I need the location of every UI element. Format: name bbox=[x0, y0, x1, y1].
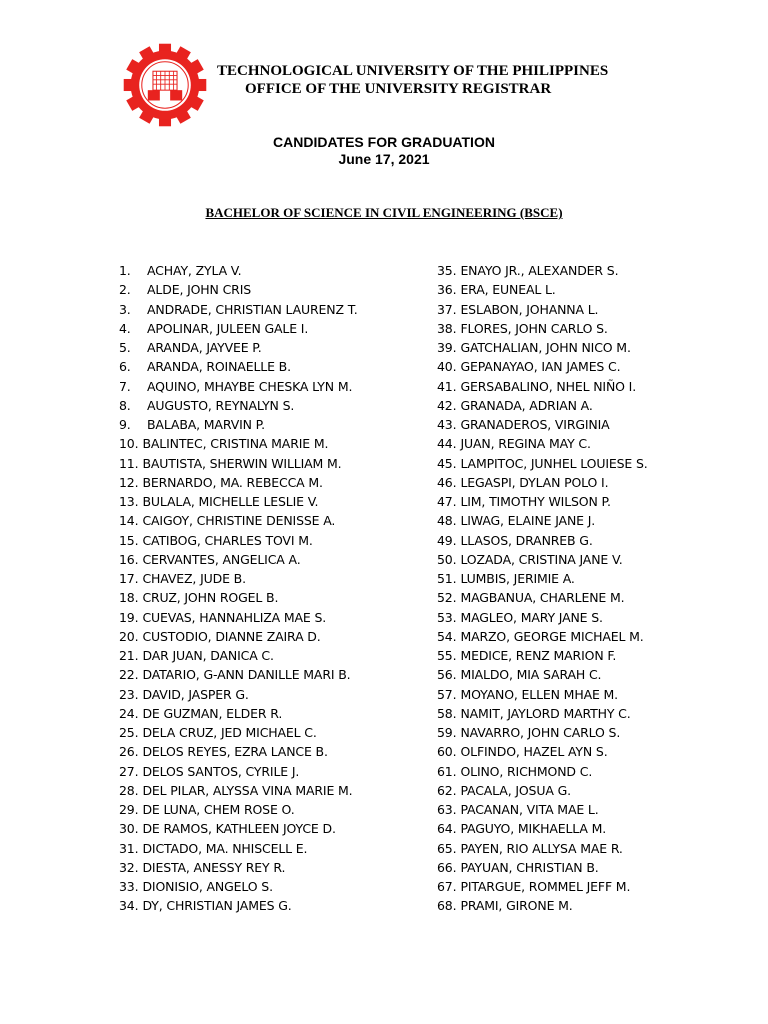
candidate-name: MIALDO, MIA SARAH C. bbox=[460, 667, 602, 683]
university-name: TECHNOLOGICAL UNIVERSITY OF THE PHILIPPINES bbox=[217, 63, 609, 79]
list-item bbox=[119, 819, 358, 838]
candidate-number: 29. bbox=[119, 802, 139, 817]
candidate-number: 35. bbox=[437, 263, 457, 278]
candidate-name: MARZO, GEORGE MICHAEL M. bbox=[460, 628, 644, 644]
candidate-name: NAVARRO, JOHN CARLO S. bbox=[460, 725, 621, 740]
list-item bbox=[437, 627, 648, 646]
candidate-name: PAYEN, RIO ALLYSA MAE R. bbox=[460, 840, 623, 856]
candidate-number: 63. bbox=[437, 802, 457, 817]
candidate-number: 54. bbox=[437, 628, 457, 644]
candidate-number: 39. bbox=[437, 340, 457, 355]
candidate-list-right bbox=[437, 261, 648, 916]
candidate-number: 56. bbox=[437, 667, 457, 683]
candidate-number: 4. bbox=[119, 320, 131, 336]
program-title: BACHELOR OF SCIENCE IN CIVIL ENGINEERING (BSCE) bbox=[205, 205, 563, 220]
candidate-name: PITARGUE, ROMMEL JEFF M. bbox=[460, 879, 631, 894]
graduation-date: June 17, 2021 bbox=[338, 151, 430, 167]
list-item bbox=[119, 877, 358, 896]
list-item bbox=[119, 415, 358, 434]
candidate-name: BULALA, MICHELLE LESLIE V. bbox=[142, 494, 319, 509]
list-item bbox=[437, 511, 648, 530]
list-item bbox=[119, 338, 358, 357]
candidate-number: 25. bbox=[119, 725, 139, 740]
candidate-name: CUEVAS, HANNAHLIZA MAE S. bbox=[142, 609, 327, 625]
list-item bbox=[119, 550, 358, 569]
candidate-number: 21. bbox=[119, 648, 139, 663]
candidate-name: LEGASPI, DYLAN POLO I. bbox=[460, 474, 609, 490]
candidate-name: DY, CHRISTIAN JAMES G. bbox=[142, 898, 292, 914]
candidate-name: FLORES, JOHN CARLO S. bbox=[460, 320, 608, 336]
candidate-number: 1. bbox=[119, 263, 131, 278]
candidate-name: ACHAY, ZYLA V. bbox=[147, 263, 242, 278]
list-item bbox=[437, 357, 648, 376]
candidate-number: 37. bbox=[437, 301, 457, 317]
candidate-number: 65. bbox=[437, 840, 457, 856]
list-item bbox=[437, 531, 648, 550]
list-item bbox=[437, 377, 648, 396]
candidate-name: DE RAMOS, KATHLEEN JOYCE D. bbox=[142, 821, 336, 837]
list-item bbox=[437, 608, 648, 627]
candidate-number: 53. bbox=[437, 609, 457, 625]
candidate-name: BALABA, MARVIN P. bbox=[147, 417, 265, 432]
candidate-name: ESLABON, JOHANNA L. bbox=[460, 301, 599, 317]
candidate-name: DEL PILAR, ALYSSA VINA MARIE M. bbox=[142, 782, 353, 798]
candidate-number: 7. bbox=[119, 378, 131, 394]
candidate-number: 33. bbox=[119, 879, 139, 894]
candidate-name: DE GUZMAN, ELDER R. bbox=[142, 705, 283, 721]
list-item bbox=[437, 473, 648, 492]
list-item bbox=[437, 261, 648, 280]
list-item bbox=[119, 396, 358, 415]
candidate-number: 41. bbox=[437, 378, 457, 394]
office-name: OFFICE OF THE UNIVERSITY REGISTRAR bbox=[245, 81, 552, 97]
list-item bbox=[119, 608, 358, 627]
list-item bbox=[437, 896, 648, 915]
list-item bbox=[437, 396, 648, 415]
list-item bbox=[437, 280, 648, 299]
list-item bbox=[119, 377, 358, 396]
candidate-number: 28. bbox=[119, 782, 139, 798]
candidate-number: 62. bbox=[437, 782, 457, 798]
candidate-name: MOYANO, ELLEN MHAE M. bbox=[460, 686, 618, 702]
candidate-name: MEDICE, RENZ MARION F. bbox=[460, 648, 617, 663]
list-item bbox=[119, 434, 358, 453]
list-item bbox=[437, 800, 648, 819]
candidate-number: 34. bbox=[119, 898, 139, 914]
candidate-number: 20. bbox=[119, 628, 139, 644]
list-item bbox=[119, 742, 358, 761]
list-item bbox=[119, 473, 358, 492]
list-item bbox=[119, 454, 358, 473]
candidate-name: CERVANTES, ANGELICA A. bbox=[142, 551, 301, 567]
list-item bbox=[119, 762, 358, 781]
candidate-number: 24. bbox=[119, 705, 139, 721]
candidate-name: GRANADA, ADRIAN A. bbox=[460, 397, 593, 413]
candidate-name: ARANDA, ROINAELLE B. bbox=[147, 359, 291, 375]
candidate-name: CHAVEZ, JUDE B. bbox=[142, 571, 246, 586]
candidate-number: 3. bbox=[119, 301, 131, 317]
candidate-number: 38. bbox=[437, 320, 457, 336]
candidate-name: ALDE, JOHN CRIS bbox=[147, 282, 252, 298]
list-item bbox=[437, 839, 648, 858]
list-item bbox=[437, 300, 648, 319]
candidate-list-left bbox=[119, 261, 358, 916]
list-item bbox=[437, 762, 648, 781]
list-item bbox=[437, 665, 648, 684]
candidate-name: DELOS REYES, EZRA LANCE B. bbox=[142, 744, 328, 760]
list-item bbox=[437, 742, 648, 761]
candidate-number: 22. bbox=[119, 667, 139, 683]
list-item bbox=[437, 434, 648, 453]
candidate-name: PACANAN, VITA MAE L. bbox=[460, 802, 599, 817]
candidate-number: 31. bbox=[119, 840, 139, 856]
candidate-name: NAMIT, JAYLORD MARTHY C. bbox=[460, 705, 631, 721]
candidate-name: DIESTA, ANESSY REY R. bbox=[142, 859, 286, 875]
candidate-number: 27. bbox=[119, 763, 139, 779]
candidate-name: MAGBANUA, CHARLENE M. bbox=[460, 590, 625, 606]
list-item bbox=[119, 781, 358, 800]
candidate-name: PACALA, JOSUA G. bbox=[460, 782, 571, 798]
list-item bbox=[437, 454, 648, 473]
candidate-number: 47. bbox=[437, 494, 457, 509]
candidate-number: 58. bbox=[437, 705, 457, 721]
candidate-number: 48. bbox=[437, 513, 457, 529]
candidate-number: 32. bbox=[119, 859, 139, 875]
list-item bbox=[437, 588, 648, 607]
candidate-number: 2. bbox=[119, 282, 131, 298]
candidate-name: PAYUAN, CHRISTIAN B. bbox=[460, 859, 599, 875]
list-item bbox=[119, 723, 358, 742]
list-item bbox=[437, 685, 648, 704]
list-item bbox=[119, 800, 358, 819]
list-item bbox=[437, 569, 648, 588]
candidate-name: ERA, EUNEAL L. bbox=[460, 282, 556, 298]
candidate-name: DICTADO, MA. NHISCELL E. bbox=[142, 840, 308, 856]
candidate-number: 26. bbox=[119, 744, 139, 760]
candidate-name: GRANADEROS, VIRGINIA bbox=[460, 417, 610, 432]
list-item bbox=[119, 646, 358, 665]
candidate-number: 52. bbox=[437, 590, 457, 606]
list-item bbox=[437, 415, 648, 434]
list-item bbox=[437, 338, 648, 357]
candidate-name: BALINTEC, CRISTINA MARIE M. bbox=[142, 436, 329, 452]
candidate-number: 49. bbox=[437, 532, 457, 548]
candidate-name: DELOS SANTOS, CYRILE J. bbox=[142, 763, 300, 779]
candidate-number: 67. bbox=[437, 879, 457, 894]
candidate-number: 45. bbox=[437, 455, 457, 471]
candidate-name: BAUTISTA, SHERWIN WILLIAM M. bbox=[142, 455, 342, 471]
candidate-name: GEPANAYAO, IAN JAMES C. bbox=[460, 359, 621, 375]
candidate-name: AUGUSTO, REYNALYN S. bbox=[147, 397, 295, 413]
candidate-name: LOZADA, CRISTINA JANE V. bbox=[460, 551, 623, 567]
list-item bbox=[437, 550, 648, 569]
list-item bbox=[119, 280, 358, 299]
candidate-number: 50. bbox=[437, 551, 457, 567]
candidate-number: 9. bbox=[119, 417, 131, 432]
candidate-name: LLASOS, DRANREB G. bbox=[460, 532, 593, 548]
candidate-name: MAGLEO, MARY JANE S. bbox=[460, 609, 603, 625]
candidate-name: ENAYO JR., ALEXANDER S. bbox=[460, 263, 619, 278]
candidate-number: 8. bbox=[119, 397, 131, 413]
candidate-number: 55. bbox=[437, 648, 457, 663]
candidate-name: DELA CRUZ, JED MICHAEL C. bbox=[142, 725, 317, 740]
candidate-name: CATIBOG, CHARLES TOVI M. bbox=[142, 532, 313, 548]
candidate-number: 40. bbox=[437, 359, 457, 375]
candidate-name: APOLINAR, JULEEN GALE I. bbox=[147, 320, 309, 336]
candidate-number: 6. bbox=[119, 359, 131, 375]
list-item bbox=[119, 685, 358, 704]
candidate-number: 15. bbox=[119, 532, 139, 548]
list-item bbox=[119, 627, 358, 646]
list-item bbox=[437, 492, 648, 511]
candidate-name: BERNARDO, MA. REBECCA M. bbox=[142, 474, 323, 490]
list-item bbox=[437, 319, 648, 338]
candidate-number: 23. bbox=[119, 686, 139, 702]
list-item bbox=[119, 704, 358, 723]
document-heading: CANDIDATES FOR GRADUATION bbox=[273, 134, 495, 150]
candidate-number: 17. bbox=[119, 571, 139, 586]
tup-seal-gear-icon bbox=[122, 42, 208, 128]
candidate-number: 18. bbox=[119, 590, 139, 606]
candidate-name: LUMBIS, JERIMIE A. bbox=[460, 571, 575, 586]
candidate-name: PRAMI, GIRONE M. bbox=[460, 898, 573, 914]
candidate-name: CRUZ, JOHN ROGEL B. bbox=[142, 590, 279, 606]
candidate-number: 60. bbox=[437, 744, 457, 760]
candidate-name: LIWAG, ELAINE JANE J. bbox=[460, 513, 596, 529]
candidate-number: 36. bbox=[437, 282, 457, 298]
list-item bbox=[437, 819, 648, 838]
candidate-name: GERSABALINO, NHEL NIÑO I. bbox=[460, 378, 637, 394]
candidate-number: 10. bbox=[119, 436, 139, 452]
candidate-name: CUSTODIO, DIANNE ZAIRA D. bbox=[142, 628, 321, 644]
candidate-number: 16. bbox=[119, 551, 139, 567]
list-item bbox=[119, 319, 358, 338]
list-item bbox=[119, 531, 358, 550]
candidate-number: 30. bbox=[119, 821, 139, 837]
candidate-number: 51. bbox=[437, 571, 457, 586]
candidate-number: 19. bbox=[119, 609, 139, 625]
candidate-name: ANDRADE, CHRISTIAN LAURENZ T. bbox=[147, 301, 358, 317]
list-item bbox=[437, 877, 648, 896]
list-item bbox=[119, 357, 358, 376]
candidate-number: 13. bbox=[119, 494, 139, 509]
list-item bbox=[437, 704, 648, 723]
list-item bbox=[437, 723, 648, 742]
candidate-name: AQUINO, MHAYBE CHESKA LYN M. bbox=[147, 378, 353, 394]
candidate-name: DAVID, JASPER G. bbox=[142, 686, 249, 702]
candidate-number: 57. bbox=[437, 686, 457, 702]
candidate-name: OLINO, RICHMOND C. bbox=[460, 763, 593, 779]
candidate-number: 11. bbox=[119, 455, 139, 471]
candidate-number: 59. bbox=[437, 725, 457, 740]
list-item bbox=[119, 511, 358, 530]
candidate-number: 61. bbox=[437, 763, 457, 779]
candidate-number: 42. bbox=[437, 397, 457, 413]
list-item bbox=[119, 492, 358, 511]
list-item bbox=[437, 646, 648, 665]
candidate-name: CAIGOY, CHRISTINE DENISSE A. bbox=[142, 513, 336, 529]
list-item bbox=[437, 858, 648, 877]
candidate-name: ARANDA, JAYVEE P. bbox=[147, 340, 262, 355]
list-item bbox=[119, 588, 358, 607]
candidate-name: DE LUNA, CHEM ROSE O. bbox=[142, 802, 295, 817]
candidate-number: 66. bbox=[437, 859, 457, 875]
candidate-name: DIONISIO, ANGELO S. bbox=[142, 879, 273, 894]
list-item bbox=[119, 839, 358, 858]
candidate-name: GATCHALIAN, JOHN NICO M. bbox=[460, 340, 631, 355]
candidate-name: LAMPITOC, JUNHEL LOUIESE S. bbox=[460, 455, 648, 471]
candidate-number: 68. bbox=[437, 898, 457, 914]
list-item bbox=[119, 261, 358, 280]
candidate-name: OLFINDO, HAZEL AYN S. bbox=[460, 744, 608, 760]
candidate-number: 64. bbox=[437, 821, 457, 837]
candidate-number: 46. bbox=[437, 474, 457, 490]
candidate-number: 44. bbox=[437, 436, 457, 452]
candidate-name: LIM, TIMOTHY WILSON P. bbox=[460, 494, 611, 509]
list-item bbox=[437, 781, 648, 800]
list-item bbox=[119, 896, 358, 915]
list-item bbox=[119, 665, 358, 684]
candidate-name: DATARIO, G-ANN DANILLE MARI B. bbox=[142, 667, 351, 683]
candidate-name: JUAN, REGINA MAY C. bbox=[460, 436, 591, 452]
candidate-number: 5. bbox=[119, 340, 131, 355]
candidate-number: 12. bbox=[119, 474, 139, 490]
list-item bbox=[119, 858, 358, 877]
list-item bbox=[119, 300, 358, 319]
candidate-number: 14. bbox=[119, 513, 139, 529]
candidate-name: PAGUYO, MIKHAELLA M. bbox=[460, 821, 607, 837]
candidate-name: DAR JUAN, DANICA C. bbox=[142, 648, 274, 663]
candidate-number: 43. bbox=[437, 417, 457, 432]
list-item bbox=[119, 569, 358, 588]
